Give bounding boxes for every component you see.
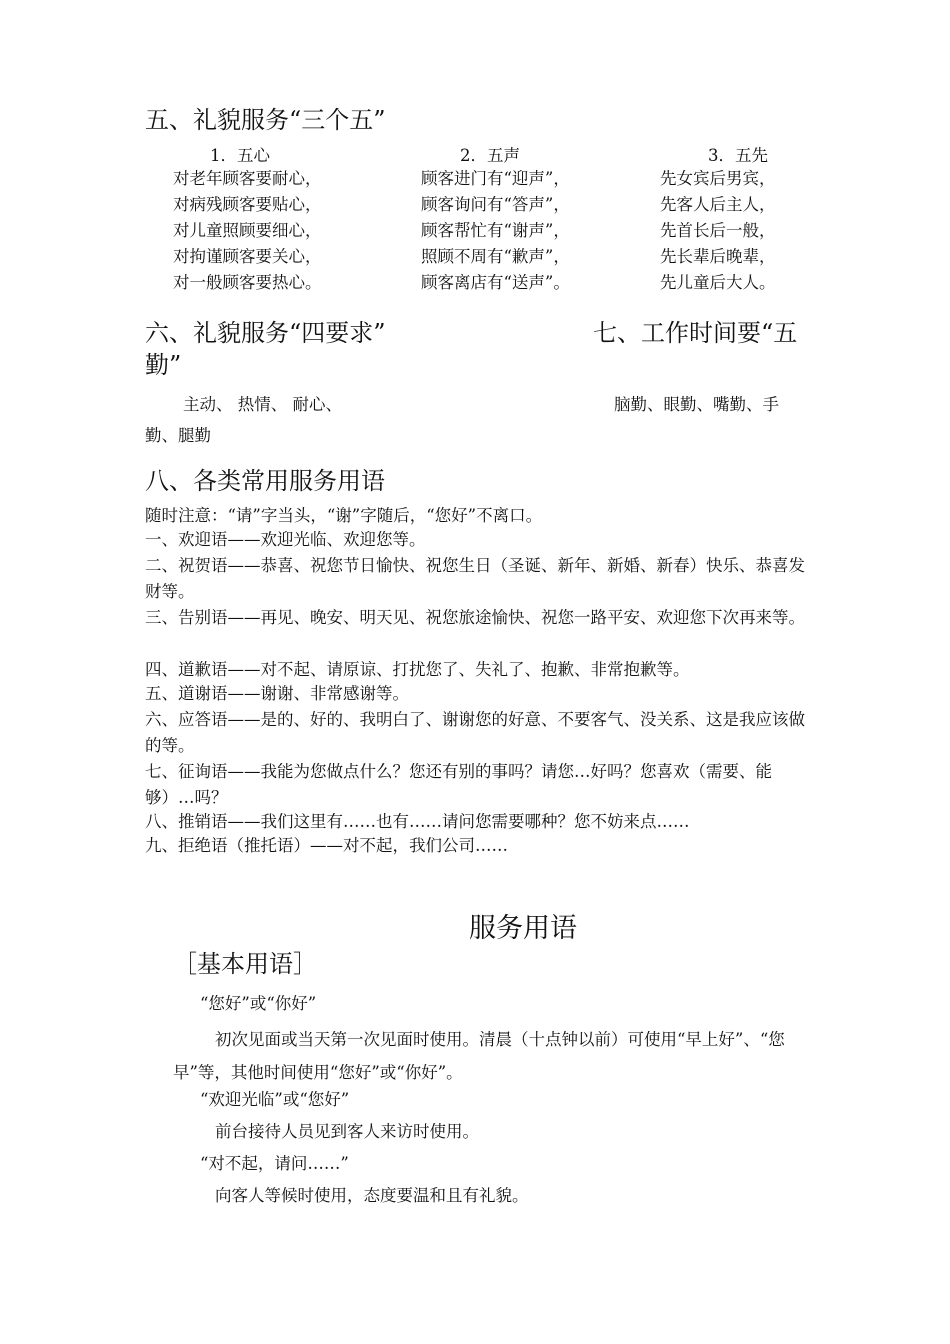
col2-line: 顾客帮忙有“谢声”， bbox=[421, 221, 570, 240]
section7-heading-cont: 勤” bbox=[145, 351, 182, 379]
section8-note: 随时注意：“请”字当头，“谢”字随后，“您好”不离口。 bbox=[145, 506, 543, 525]
section8-item: 七、征询语——我能为您做点什么？您还有别的事吗？请您…好吗？您喜欢（需要、能够）…吗？ bbox=[145, 762, 772, 807]
col1-line: 对儿童照顾要细心， bbox=[173, 221, 322, 240]
col3-line: 先首长后一般， bbox=[660, 221, 776, 240]
col2-line: 顾客询问有“答声”， bbox=[421, 195, 570, 214]
service-phrase: “欢迎光临”或“您好” bbox=[200, 1090, 350, 1109]
col1-line: 对老年顾客要耐心， bbox=[173, 169, 322, 188]
col1-line: 对病残顾客要贴心， bbox=[173, 195, 322, 214]
service-desc: 初次见面或当天第一次见面时使用。清晨（十点钟以前）可使用“早上好”、“您早”等，其他时间使用“您好”或“你好”。 bbox=[173, 1030, 785, 1082]
col1-line: 对一般顾客要热心。 bbox=[173, 273, 322, 292]
col3-title: 3．五先 bbox=[708, 146, 768, 165]
section7-text-cont: 勤、腿勤 bbox=[145, 426, 211, 445]
col2-line: 顾客进门有“迎声”， bbox=[421, 169, 570, 188]
col1-title: 1．五心 bbox=[210, 146, 270, 165]
col3-line: 先儿童后大人。 bbox=[660, 273, 776, 292]
col1-lines bbox=[173, 166, 322, 296]
section7-heading: 七、工作时间要“五 bbox=[593, 319, 798, 347]
section8-item: 六、应答语——是的、好的、我明白了、谢谢您的好意、不要客气、没关系、这是我应该做的等。 bbox=[145, 710, 805, 755]
section8-item: 四、道歉语——对不起、请原谅、打扰您了、失礼了、抱歉、非常抱歉等。 bbox=[145, 660, 690, 679]
col1-line: 对拘谨顾客要关心， bbox=[173, 247, 322, 266]
section8-item: 八、推销语——我们这里有……也有……请问您需要哪种？您不妨来点…… bbox=[145, 812, 690, 831]
service-desc: 前台接待人员见到客人来访时使用。 bbox=[215, 1122, 479, 1141]
section8-item: 三、告别语——再见、晚安、明天见、祝您旅途愉快、祝您一路平安、欢迎您下次再来等。 bbox=[145, 608, 805, 627]
col3-line: 先女宾后男宾， bbox=[660, 169, 776, 188]
section8-item: 一、欢迎语——欢迎光临、欢迎您等。 bbox=[145, 530, 426, 549]
section6-heading: 六、礼貌服务“四要求” bbox=[145, 319, 386, 347]
col2-lines bbox=[421, 166, 570, 296]
section7-text: 脑勤、眼勤、嘴勤、手 bbox=[614, 395, 779, 414]
section6-text: 主动、 热情、 耐心、 bbox=[183, 395, 342, 414]
section5-heading: 五、礼貌服务“三个五” bbox=[145, 106, 386, 134]
service-phrase: “对不起，请问……” bbox=[200, 1154, 349, 1173]
col3-line: 先客人后主人， bbox=[660, 195, 776, 214]
section8-heading: 八、各类常用服务用语 bbox=[145, 467, 385, 495]
col3-lines bbox=[660, 166, 776, 296]
service-subtitle: ［基本用语］ bbox=[173, 950, 317, 978]
section8-item: 五、道谢语——谢谢、非常感谢等。 bbox=[145, 684, 409, 703]
col2-title: 2．五声 bbox=[460, 146, 520, 165]
col2-line: 顾客离店有“送声”。 bbox=[421, 273, 570, 292]
service-title: 服务用语 bbox=[469, 913, 577, 944]
service-phrase: “您好”或“你好” bbox=[200, 994, 317, 1013]
service-desc: 向客人等候时使用，态度要温和且有礼貌。 bbox=[215, 1186, 529, 1205]
col3-line: 先长辈后晚辈， bbox=[660, 247, 776, 266]
section8-item: 九、拒绝语（推托语）——对不起，我们公司…… bbox=[145, 836, 508, 855]
col2-line: 照顾不周有“歉声”， bbox=[421, 247, 570, 266]
section8-item: 二、祝贺语——恭喜、祝您节日愉快、祝您生日（圣诞、新年、新婚、新春）快乐、恭喜发财等。 bbox=[145, 556, 805, 601]
